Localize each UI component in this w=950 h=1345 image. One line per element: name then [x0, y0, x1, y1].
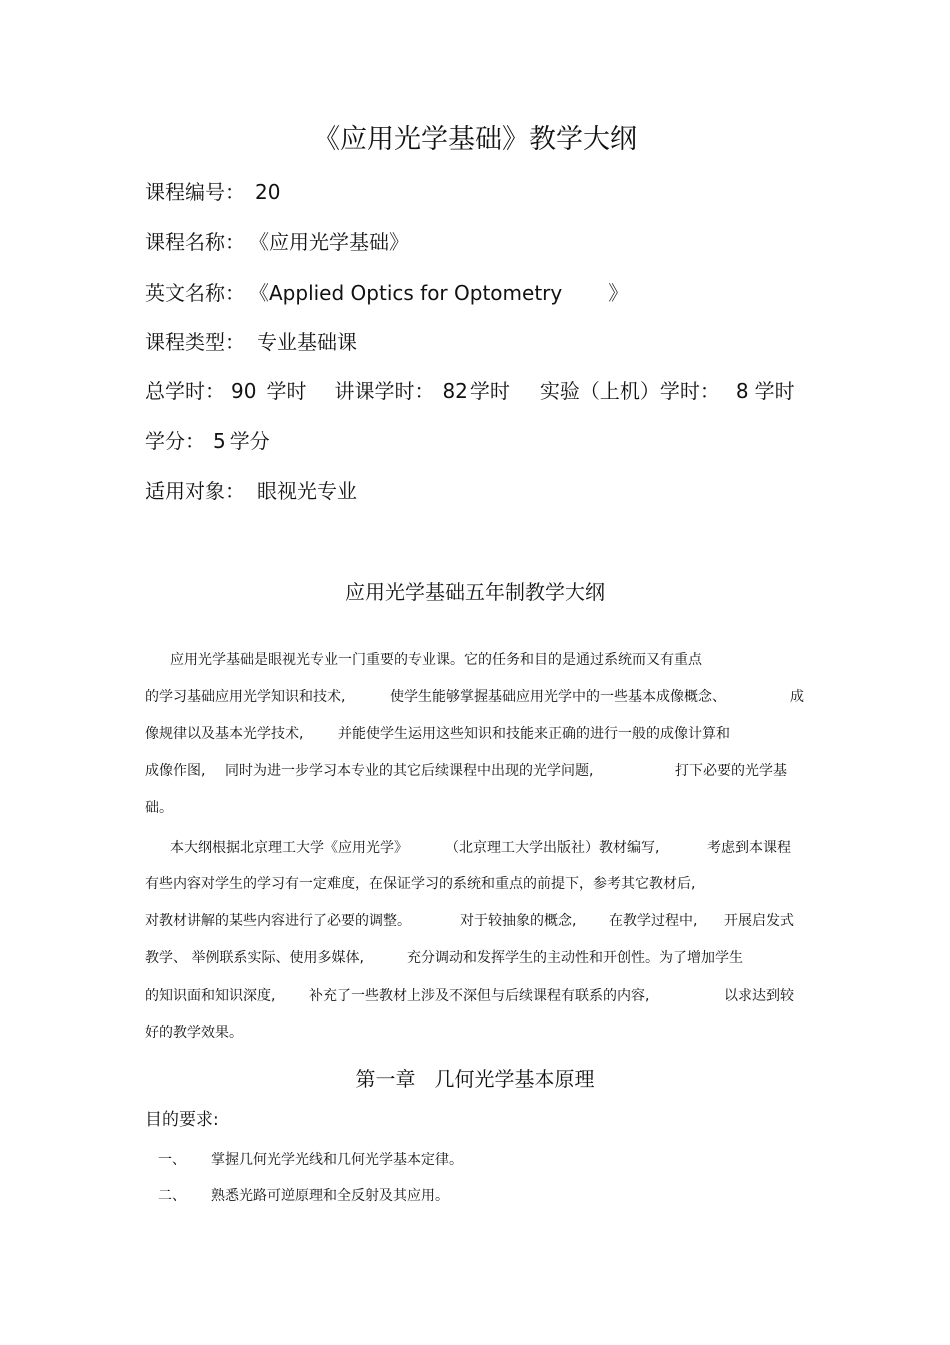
list-item-number: 二、: [158, 1188, 186, 1204]
credits-row: [145, 427, 270, 455]
chapter1-heading: 第一章 几何光学基本原理: [355, 1067, 595, 1091]
para1-line1: 应用光学基础是眼视光专业一门重要的专业课。它的任务和目的是通过系统而又有重点: [170, 652, 702, 668]
english-name-close: 》: [608, 281, 629, 305]
para1-line2c: 成: [790, 689, 804, 705]
audience-value: 眼视光专业: [257, 479, 357, 503]
para2-line3d: 开展启发式: [724, 913, 794, 929]
para1-line3a: 像规律以及基本光学技术,: [145, 726, 304, 742]
para1-line2b: 使学生能够掌握基础应用光学中的一些基本成像概念、: [390, 689, 726, 705]
para2-line4b: 充分调动和发挥学生的主动性和开创性。为了增加学生: [407, 950, 743, 966]
para2-line5a: 的知识面和知识深度,: [145, 988, 276, 1004]
list-item-text: 掌握几何光学光线和几何光学基本定律。: [211, 1152, 463, 1168]
lecture-hours-value: 82: [442, 379, 468, 403]
requirements-label: 目的要求:: [145, 1110, 219, 1130]
credits-unit: 学分: [229, 429, 270, 453]
para1-line3b: 并能使学生运用这些知识和技能来正确的进行一般的成像计算和: [338, 726, 730, 742]
english-name-value: 《Applied Optics for Optometry: [249, 281, 563, 305]
course-name-label: 课程名称：: [145, 230, 245, 254]
course-type-row: [145, 328, 357, 356]
list-item: [158, 1186, 578, 1206]
para2-line5b: 补充了一些教材上涉及不深但与后续课程有联系的内容,: [309, 988, 650, 1004]
para2-line3c: 在教学过程中,: [609, 913, 698, 929]
credits-label: 学分：: [145, 429, 205, 453]
para1-line2a: 的学习基础应用光学知识和技术,: [145, 689, 346, 705]
para2-line1b: （北京理工大学出版社）教材编写,: [445, 840, 660, 856]
lecture-hours-label: 讲课学时：: [334, 379, 435, 403]
course-type-label: 课程类型：: [145, 330, 245, 354]
list-item-text: 熟悉光路可逆原理和全反射及其应用。: [211, 1188, 449, 1204]
course-code-label: 课程编号：: [145, 180, 245, 204]
course-code-row: [145, 178, 280, 206]
total-hours-unit: 学时: [266, 379, 307, 403]
audience-label: 适用对象：: [145, 479, 245, 503]
total-hours-label: 总学时：: [145, 379, 225, 403]
credits-value: 5: [213, 429, 226, 453]
audience-row: [145, 477, 357, 505]
para2-line5c: 以求达到较: [724, 988, 794, 1004]
english-name-row: [145, 279, 628, 307]
para1-line5: 础。: [145, 800, 173, 816]
list-item-number: 一、: [158, 1152, 186, 1168]
document-title: 《应用光学基础》教学大纲: [313, 124, 637, 155]
lab-hours-unit: 学时: [754, 379, 795, 403]
list-item: [158, 1150, 578, 1170]
lab-hours-value: 8: [735, 379, 749, 403]
course-name-value: 《应用光学基础》: [249, 230, 409, 254]
hours-row: [145, 377, 795, 405]
para2-line1a: 本大纲根据北京理工大学《应用光学》: [170, 840, 408, 856]
course-code-value: 20: [255, 180, 281, 204]
english-name-label: 英文名称：: [145, 281, 245, 305]
para1-line4b: 同时为进一步学习本专业的其它后续课程中出现的光学问题,: [225, 763, 594, 779]
para1-line4c: 打下必要的光学基: [675, 763, 787, 779]
course-type-value: 专业基础课: [257, 330, 357, 354]
para2-line4a: 教学、 举例联系实际、使用多媒体,: [145, 950, 364, 966]
total-hours-value: 90: [231, 379, 257, 403]
lecture-hours-unit: 学时: [469, 379, 510, 403]
section-subtitle: 应用光学基础五年制教学大纲: [345, 580, 605, 604]
para2-line3a: 对教材讲解的某些内容进行了必要的调整。: [145, 913, 411, 929]
para2-line3b: 对于较抽象的概念,: [460, 913, 577, 929]
para2-line2: 有些内容对学生的学习有一定难度，在保证学习的系统和重点的前提下，参考其它教材后,: [145, 876, 696, 892]
para1-line4a: 成像作图,: [145, 763, 206, 779]
para2-line1c: 考虑到本课程: [707, 840, 791, 856]
course-name-row: [145, 228, 409, 256]
para2-line6: 好的教学效果。: [145, 1025, 243, 1041]
lab-hours-label: 实验（上机）学时：: [539, 379, 720, 403]
